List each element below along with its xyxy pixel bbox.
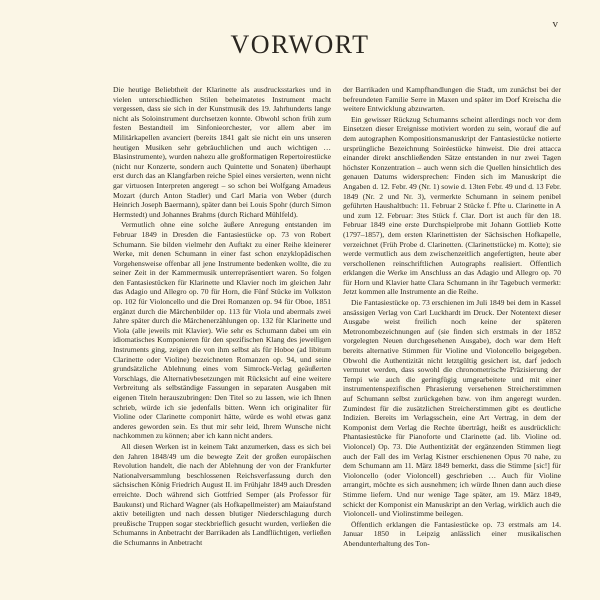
paragraph: Die Fantasiestücke op. 73 erschienen im Juli 1849 bei dem in Kassel ansässigen Verlag von Carl Luckhardt im Druck. Der Notentext dieser Ausgabe weist freilich noch keine der späteren Metronombezeichnungen auf (sie finden sich erstmals in der 1852 vorgelegten Neuen durchgesehenen Ausgabe), doch war dem Heft bereits alternative Stimmen für Violine und Violoncello beigegeben. Obwohl die Authentizität nicht letztgültig gesichert ist, darf jedoch vermutet werden, dass sowohl die chronometrische Präzisierung der Tempi wie auch die geringfügig umgearbeitete und mit einer instrumentenspezifischen Phrasierung versehenen Streicherstimmen auf Schumann selbst zurückgehen bzw. von ihm angeregt wurden. Zumindest für die zusätzlichen Streicherstimmen gibt es deutliche Indizien. Bereits im Verlagsschein, eine Art Vertrag, in dem der Komponist dem Verlag die Rechte überträgt, heißt es ausdrücklich: Phantasiestücke für Pianoforte und Clarinette (ad. lib. Violine od. Violoncel) Op. 73. Die Authentizität der ergänzenden Stimmen liegt auch der Fall des im Verlag Kistner erschienenen Opus 70 nahe, zu dem Schumann am 11. März 1849 bemerkt, dass die Stimme [sic!] für Violoncello (oder Violoncell) geschrieben … Auch für Violine arrangirt, möchte es sich ausnehmen; ich würde Ihnen dann auch diese Stimme liefern. Und nur wenige Tage später, am 19. März 1849, schickt der Komponist ein Manuskript an den Verlag, wirklich auch die Violoncell- und Violinstimme beilegen. (343, 298, 561, 519)
paragraph: der Barrikaden und Kampfhandlungen die Stadt, um zunächst bei der befreundeten Familie Serre in Maxen und später im Dorf Kreischa die weitere Entwicklung abzuwarten. (343, 85, 561, 114)
paragraph: Die heutige Beliebtheit der Klarinette als ausdrucksstarkes und in vielen unterschiedlichen Stilen beheimatetes Instrument macht vergessen, dass sie sich in der Kunstmusik des 19. Jahrhunderts lange nicht als Soloinstrument durchsetzen konnte. Obwohl schon früh zum festen Bestandteil im Sinfonieorchester, vor allem aber im Militärkapellen avanciert (bereits 1841 galt sie nicht ein uns unseren heutigen Musiken sehr gebräuchlichen und auch wichtigen … Blasinstrumente), wurden nahezu alle großformatigen Repertoirestücke (nicht nur Konzerte, sondern auch Quintette und Sonaten) überhaupt erst durch das an Klangfarben reiche Spiel eines versierten, wenn nicht gar virtuosen Interpreten angeregt – so schon bei Wolfgang Amadeus Mozart (durch Anton Stadler) und Carl Maria von Weber (durch Heinrich Joseph Baermann), später dann bei Louis Spohr (durch Simon Hermstedt) und Johannes Brahms (durch Richard Mühlfeld). (113, 85, 331, 219)
paragraph: All diesen Werken ist in keinem Takt anzumerken, dass es sich bei den Jahren 1848/49 um die bewegte Zeit der großen europäischen Revolution handelt, die nach der Ablehnung der von der Frankfurter Nationalversammlung beschlossenen Reichsverfassung durch den sächsischen König Friedrich August II. im Frühjahr 1849 auch Dresden erreichte. Doch während sich Gottfried Semper (als Professor für Baukunst) und Richard Wagner (als Hofkapellmeister) am Maiaufstand aktiv beteiligten und nach dessen blutiger Niederschlagung durch preußische Truppen sogar steckbrieflich gesucht wurden, verließen die Schumanns in Anbetracht der Barrikaden als Landflüchtigen, verließen die Schumanns in Anbetracht (113, 441, 331, 547)
paragraph: Vermutlich ohne eine solche äußere Anregung entstanden im Februar 1849 in Dresden die Fantasiestücke op. 73 von Robert Schumann. Sie bilden vielmehr den Auftakt zu einer Reihe kleinerer Werke, mit denen Schumann in einer fast schon enzyklopädischen Vorgehensweise offenbar all jene Instrumente bedenken wollte, die zu seiner Zeit in der Kammermusik unterrepräsentiert waren. So folgen den Fantasiestücken für Klarinette und Klavier noch im gleichen Jahr das Adagio und Allegro op. 70 für Horn, die Fünf Stücke im Volkston op. 102 für Violoncello und die Drei Romanzen op. 94 für Oboe, 1851 ergänzt durch die Märchenbilder op. 113 für Viola und abermals zwei Jahre später durch die Märchenerzählungen op. 132 für Klarinette und Viola (alle jeweils mit Klavier). Wie sehr es Schumann dabei um ein idiomatisches Komponieren für den spezifischen Klang des jeweiligen Instruments ging, zeigen die von ihm selbst als für Hoboe (ad libitum Clarinette oder Violine) bezeichneten Romanzen op. 94, und seine grundsätzliche Ablehnung eines vom Simrock-Verlag geäußerten Vorschlags, die Alternativbesetzungen mit Rücksicht auf eine weitere Verbreitung als selbständige Fassungen in separaten Ausgaben mit eigenen Titeln herauszubringen: Den Titel so zu lassen, wie ich Ihnen schrieb, würde ich sie jedenfalls bitten. Wenn ich originaliter für Violine oder Clarinette componirt hätte, würde es wohl etwas ganz anderes geworden sein. Es thut mir sehr leid, Ihrem Wunsche nicht nachkommen zu können; aber ich kann nicht anders. (113, 220, 331, 441)
paragraph: Ein gewisser Rückzug Schumanns scheint allerdings noch vor dem Einsetzen dieser Ereignisse motiviert worden zu sein, worauf die auf dem autographen Kompositionsmanuskript der Fantasiestücke notierte ursprüngliche Bezeichnung Soiréestücke hinweist. Die drei attacca einander direkt anschließenden Sätze entstanden in nur zwei Tagen höchster Konzentration – auch wenn sich die Quellen hinsichtlich des genauen Datums widersprechen: Finden sich im Manuskript die Angaben d. 12. Febr. 49 (Nr. 1) sowie d. 13ten Febr. 49 und d. 13 Febr. 1849 (Nr. 2 und Nr. 3), vermerkte Schumann in seinem penibel geführten Haushaltbuch: 11. Februar 2 Stücke f. Pfte u. Clarinette in A und zum 12. Februar: 3tes Stück f. Clar. Dort ist auch für den 18. Februar 1849 eine erste Durchspielprobe mit Johann Gottlieb Kotte (1797–1857), dem ersten Klarinettisten der Sächsischen Hofkapelle, verzeichnet (Früh Probe d. Clarinetten. (Clarinettstücke) m. Kotte); sie werde vermutlich aus dem zwischenzeitlich angefertigten, heute aber verschollenen reinschriftlichen Autographs realisiert. Öffentlich erklangen die Werke im Anschluss an das Adagio und Allegro op. 70 für Horn und Klavier hatte Clara Schumann in ihr Tagebuch vermerkt: Jetzt kommen alle Instrumente an die Reihe. (343, 114, 561, 297)
right-column (343, 85, 561, 590)
left-column (113, 85, 331, 590)
paragraph: Öffentlich erklangen die Fantasiestücke op. 73 erstmals am 14. Januar 1850 in Leipzig anlässlich einer musikalischen Abendunterhaltung des Ton- (343, 519, 561, 548)
page-title: VORWORT (230, 30, 370, 59)
page-number: v (552, 18, 558, 30)
